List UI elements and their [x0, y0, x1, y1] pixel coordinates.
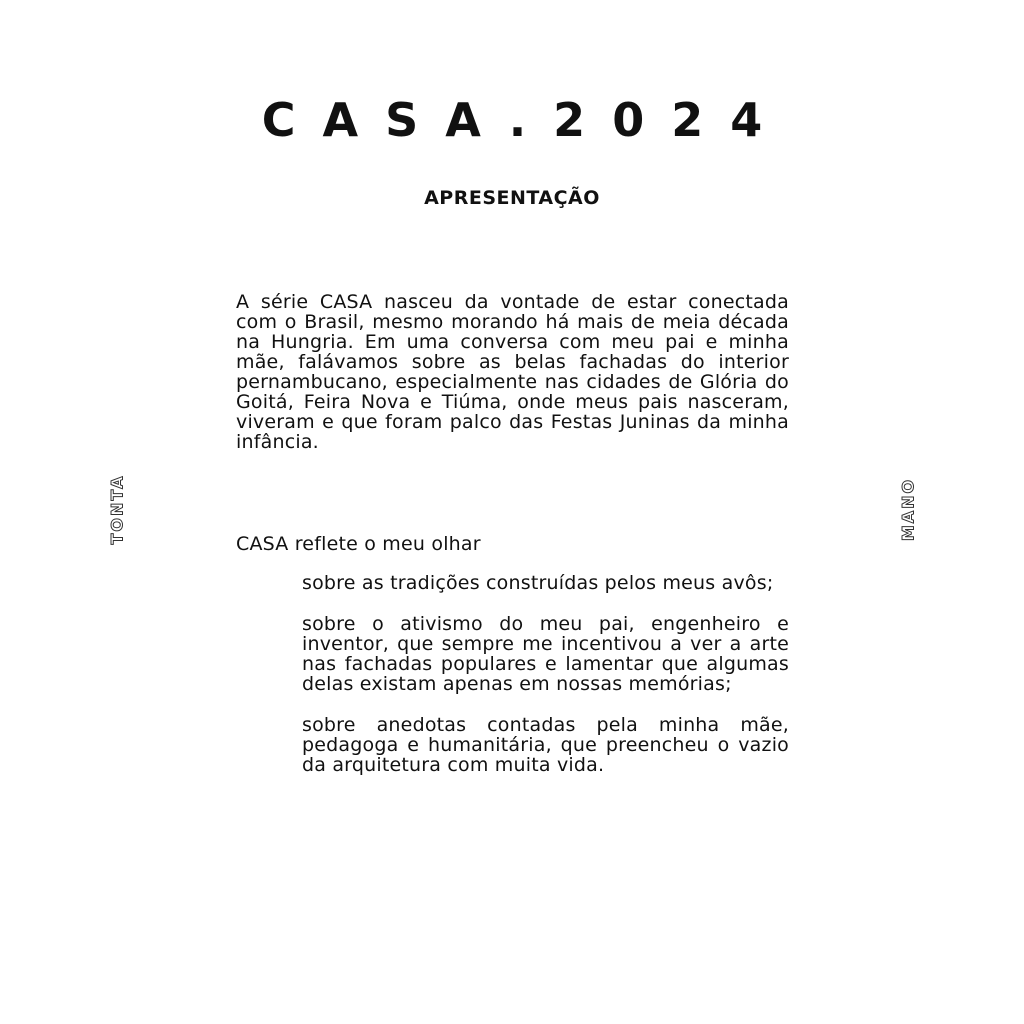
list-item: sobre as tradições construídas pelos meus avôs;	[302, 572, 774, 594]
list-item: sobre anedotas contadas pela minha mãe, pedagoga e humanitária, que preencheu o vazio da arquitetura com muita vida.	[302, 714, 789, 776]
section-subtitle: APRESENTAÇÃO	[424, 187, 600, 209]
intro-paragraph: A série CASA nasceu da vontade de estar conectada com o Brasil, mesmo morando há mais de meia década na Hungria. Em uma conversa com meu pai e minha mãe, falávamos sobre as belas fachadas do interior pernambucano, especialmente nas cidades de Glória do Goitá, Feira Nova e Tiúma, onde meus pais nasceram, viveram e que foram palco das Festas Juninas da minha infância.	[236, 291, 789, 453]
lead-line: CASA reflete o meu olhar	[236, 533, 481, 555]
list-item: sobre o ativismo do meu pai, engenheiro e inventor, que sempre me incentivou a ver a arte nas fachadas populares e lamentar que algumas delas existam apenas em nossas memórias;	[302, 613, 789, 695]
side-label-right: MANO	[898, 477, 918, 542]
side-label-left: TONTA	[107, 474, 127, 545]
page-title: CASA.2024	[261, 93, 790, 147]
reflection-list	[302, 573, 789, 796]
